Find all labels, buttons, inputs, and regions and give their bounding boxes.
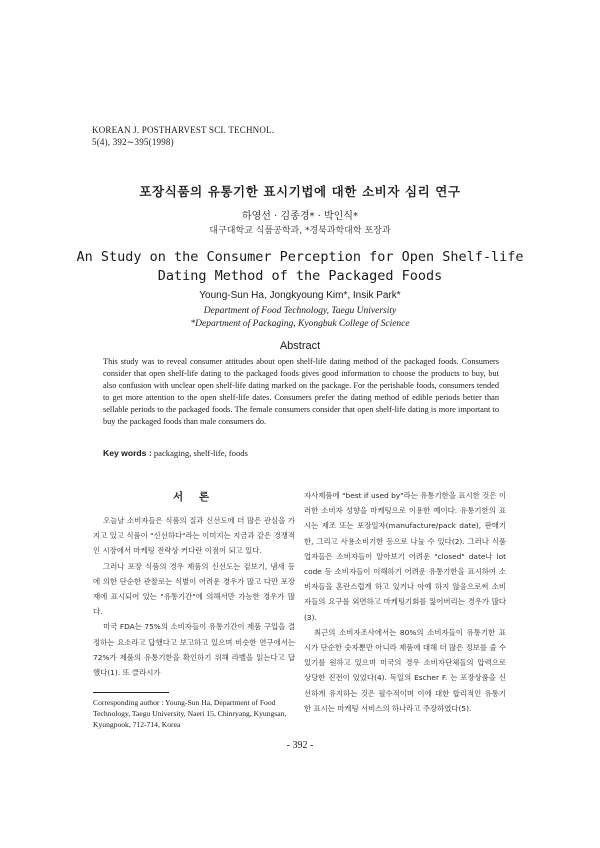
corresponding-author-footnote: Corresponding author : Young-Sun Ha, Department of Food Technology, Taegu University, Naeri 15, Chinryang, Kyungsan, Kyungpook, 712-714, Korea — [93, 698, 287, 729]
journal-citation — [92, 124, 274, 148]
body-paragraph: 미국 FDA는 75%의 소비자들이 유통기간이 제품 구입을 결정하는 요소라고 답했다고 보고하고 있으며 비슷한 연구에서는 72%가 제품의 유통기한을 확인하기 위해 라벨을 읽는다고 답했다(1). 또 클라시가 — [93, 622, 295, 678]
body-paragraph: 최근의 소비자조사에서는 80%의 소비자들이 유통기한 표시가 단순한 숫자뿐만 아니라 제품에 대해 더 많은 정보를 줄 수 있기를 원하고 있으며 미국의 경우 소비자단체들의 압력으로 상당한 진전이 있었다(4). 독일의 Escher F. 는 포장상품을 신선하게 유지하는 것은 필수적이며 이에 대한 합리적인 유통기한 표시는 마케팅 서비스의 하나라고 주장하였다(5). — [304, 627, 506, 713]
left-column — [93, 513, 295, 680]
section-heading-introduction: 서 론 — [173, 491, 215, 503]
keywords-label: Key words : — [103, 448, 152, 458]
abstract-heading: Abstract — [279, 340, 321, 352]
page-number: - 392 - — [286, 740, 314, 751]
abstract-text: This study was to reveal consumer attitudes about open shelf-life dating method of the packaged foods. Consumers consider that open shelf-life dating to the packaged foods gives good information to choose the products to buy, but also confusion with unclear open shelf-life dating marked on the package. For the perishable foods, consumers tended to get more attention to the open shelf-life dates. Consumers prefer the dating method of edible periods better than sellable periods to the packaged foods. The female consumers consider that open shelf-life dating is more important to buy the packaged foods than male consumers do. — [103, 357, 499, 426]
keywords-text: packaging, shelf-life, foods — [153, 448, 248, 458]
journal-volume: 5(4), 392∼395(1998) — [92, 137, 174, 147]
body-paragraph: 그러나 포장 식품의 경우 제품의 신선도는 겉보기, 냄새 등에 의한 단순한 관찰로는 식별이 어려운 경우가 많고 다만 포장재에 표시되어 있는 "유통기간"에 의해서만 가능한 경우가 많다. — [93, 561, 295, 617]
english-authors: Young-Sun Ha, Jongkyoung Kim*, Insik Park* — [199, 290, 401, 301]
body-paragraph: 오늘날 소비자들은 식품의 질과 신선도에 더 많은 관심을 가지고 있고 식품이 "신선하다"라는 이미지는 지금과 같은 경쟁적인 시장에서 마케팅 전략상 커다란 이점이 되고 있다. — [93, 516, 295, 556]
keywords — [103, 448, 248, 458]
journal-name: KOREAN J. POSTHARVEST SCI. TECHNOL. — [92, 125, 275, 135]
english-affiliation — [0, 305, 600, 330]
footnote-rule — [93, 692, 169, 693]
affiliation-line1: Department of Food Technology, Taegu University — [203, 306, 397, 316]
korean-affiliation: 대구대학교 식품공학과, *경북과학대학 포장과 — [209, 226, 391, 236]
affiliation-line2: *Department of Packaging, Kyongbuk College of Science — [190, 318, 410, 329]
english-title-line2: Dating Method of the Packaged Foods — [157, 268, 443, 284]
korean-title: 포장식품의 유통기한 표시기법에 대한 소비자 심리 연구 — [139, 184, 461, 199]
korean-authors: 하영선 · 김종경* · 박인식* — [241, 211, 358, 222]
body-paragraph: 자사제품에 "best if used by"라는 유통기한을 표시한 것은 이러한 소비자 성향을 마케팅으로 이용한 예이다. 유통기한의 표시는 제조 또는 포장일자(manufacture/pack date), 판매기한, 그리고 사용소비기한 등으로 나눌 수 있다(2). 그러나 식품업자들은 소비자들이 알아보기 어려운 "closed" date나 lot code 등 소비자들이 이해하기 어려운 유통기한을 표시하여 소비자들을 혼란스럽게 하고 있거나 아예 하지 않음으로써 소비자들의 요구를 외면하고 마케팅기회를 잃어버리는 경우가 많다(3). — [304, 491, 506, 622]
english-title — [0, 248, 600, 286]
right-column — [304, 488, 506, 716]
english-title-line1: An Study on the Consumer Perception for Open Shelf-life — [76, 249, 524, 265]
